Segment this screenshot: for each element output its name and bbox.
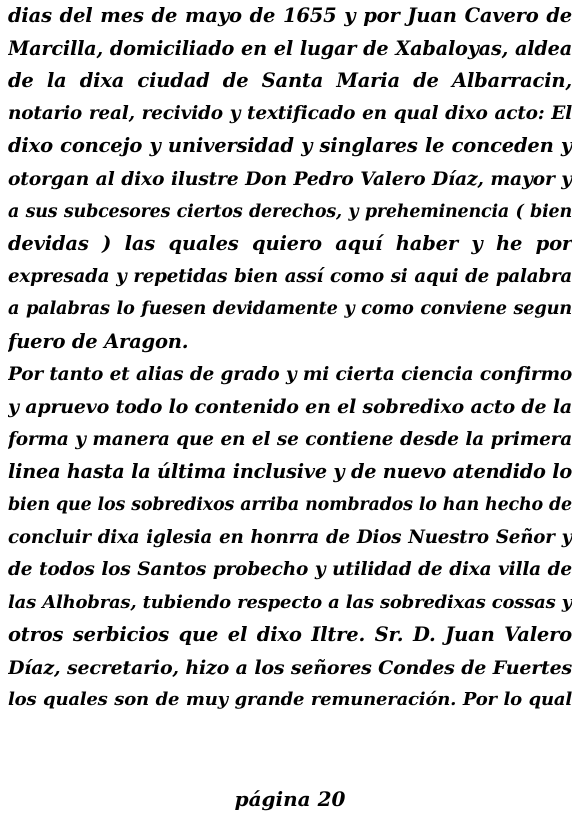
- text-line: otros serbicios que el dixo Iltre. Sr. D. Juan Valero: [8, 623, 572, 647]
- text-line: de todos los Santos probecho y utilidad de dixa villa de: [8, 559, 572, 581]
- text-line: notario real, recivido y textificado en qual dixo acto: El: [8, 102, 572, 124]
- text-line: otorgan al dixo ilustre Don Pedro Valero Díaz, mayor y: [8, 167, 572, 190]
- page-number: página 20: [234, 787, 346, 811]
- text-line: Díaz, secretario, hizo a los señores Condes de Fuertes: [8, 656, 572, 679]
- text-line: expresada y repetidas bien assí como si aqui de palabra: [8, 265, 572, 287]
- text-line: forma y manera que en el se contiene desde la primera: [8, 428, 572, 450]
- text-line: devidas ) las quales quiero aquí haber y he por: [8, 232, 572, 256]
- text-line: dixo concejo y universidad y singlares le conceden y: [8, 134, 572, 158]
- text-line: concluir dixa iglesia en honrra de Dios Nuestro Señor y: [8, 526, 572, 548]
- text-line: Marcilla, domiciliado en el lugar de Xabaloyas, aldea: [8, 36, 572, 60]
- text-line: fuero de Aragon.: [8, 329, 189, 353]
- text-line: a palabras lo fuesen devidamente y como conviene segun: [8, 298, 572, 320]
- text-line: dias del mes de mayo de 1655 y por Juan Cavero de: [8, 4, 572, 27]
- text-line: y apruevo todo lo contenido en el sobredixo acto de la: [8, 396, 572, 419]
- text-line: bien que los sobredixos arriba nombrados lo han hecho de: [8, 494, 572, 515]
- body-text: [8, 0, 572, 717]
- text-line: a sus subcesores ciertos derechos, y preheminencia ( bien: [8, 201, 572, 222]
- text-line: los quales son de muy grande remuneración. Por lo qual: [8, 689, 572, 711]
- text-line: Por tanto et alias de grado y mi cierta ciencia confirmo: [8, 363, 572, 385]
- text-line: linea hasta la última inclusive y de nuevo atendido lo: [8, 460, 572, 484]
- text-line: las Alhobras, tubiendo respecto a las sobredixas cossas y: [8, 591, 572, 613]
- text-line: de la dixa ciudad de Santa Maria de Albarracin,: [8, 69, 572, 93]
